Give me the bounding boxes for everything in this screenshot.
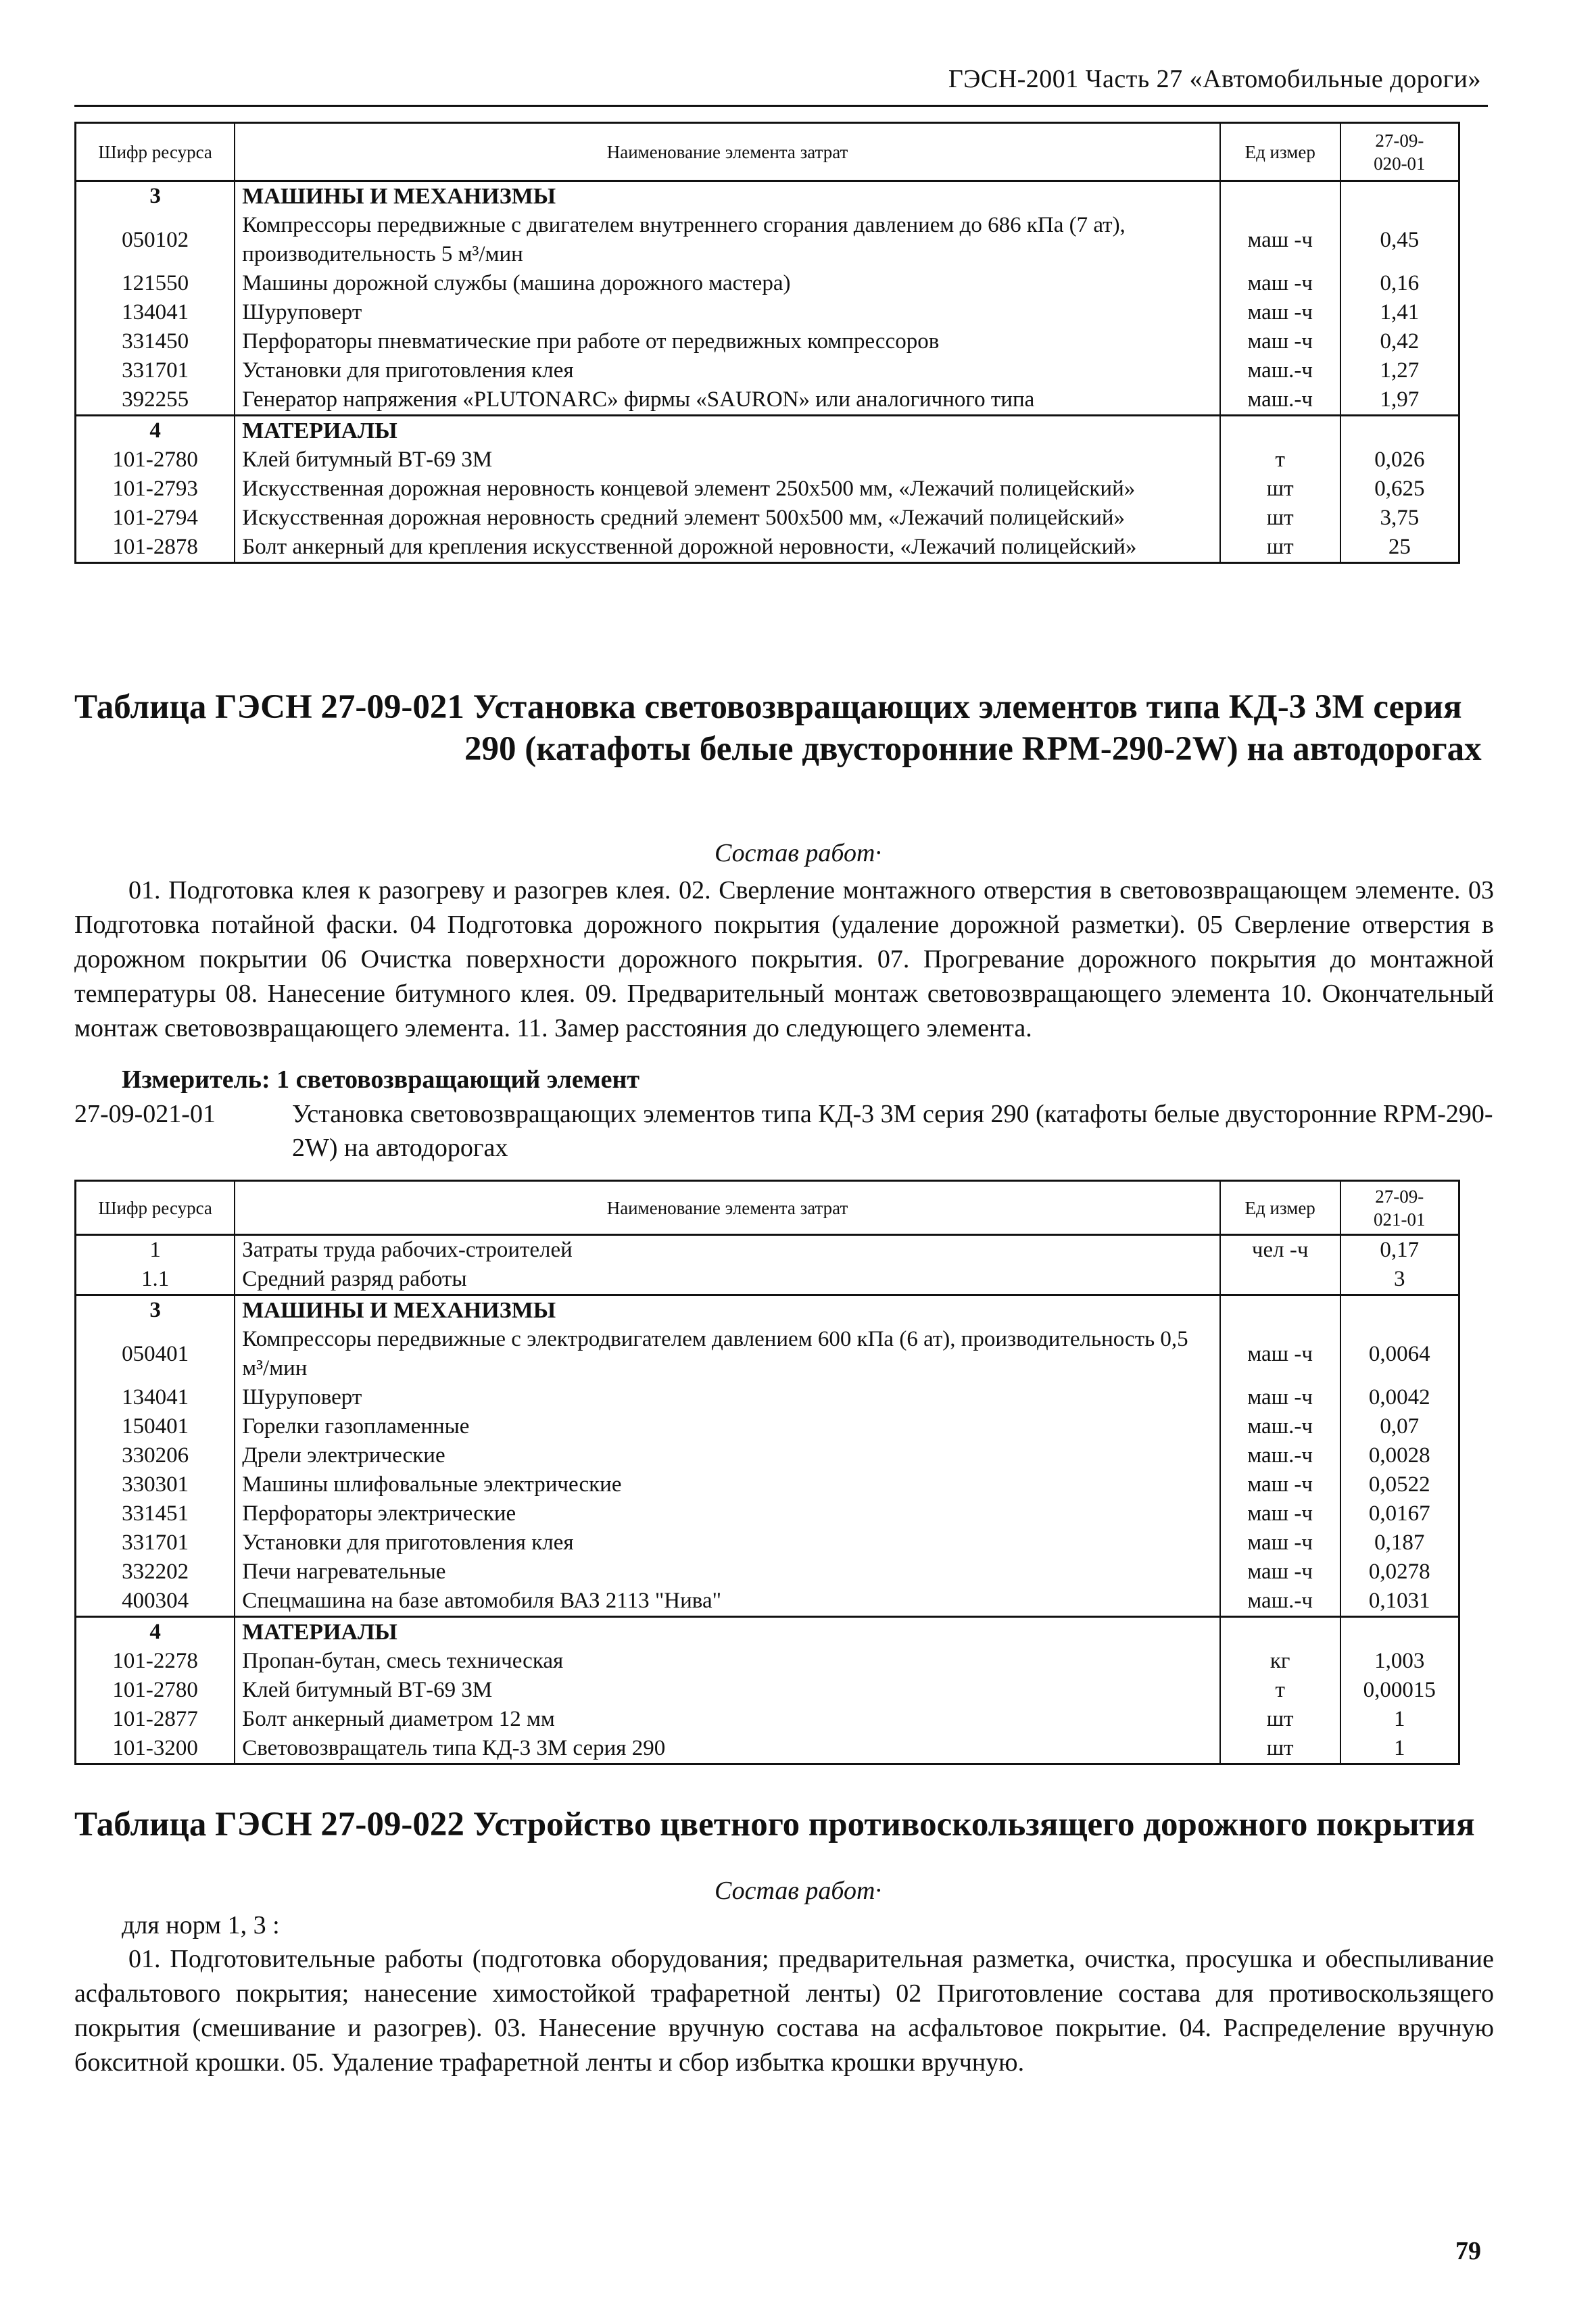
element-name: Спецмашина на базе автомобиля ВАЗ 2113 "Нива": [235, 1587, 1220, 1617]
resource-code: 101-2794: [76, 504, 235, 533]
resource-code: 050401: [76, 1325, 235, 1383]
header-resource-code: Шифр ресурса: [76, 123, 235, 181]
table-row: [76, 1647, 1459, 1676]
resource-code: 331701: [76, 356, 235, 385]
unit: маш -ч: [1220, 1499, 1340, 1528]
element-name: Горелки газопламенные: [235, 1412, 1220, 1441]
table-row: [76, 1441, 1459, 1470]
table-row: [76, 504, 1459, 533]
unit: шт: [1220, 504, 1340, 533]
unit: т: [1220, 1676, 1340, 1705]
norm-value: 0,16: [1340, 269, 1459, 298]
element-name: Компрессоры передвижные с электродвигателем давлением 600 кПа (6 ат), производительность 0,5 м³/мин: [235, 1325, 1220, 1383]
norm-value: [1340, 181, 1459, 212]
table-021-title: [74, 686, 1521, 770]
header-unit: Ед измер: [1220, 1181, 1340, 1235]
element-name: Установки для приготовления клея: [235, 356, 1220, 385]
element-name: МАШИНЫ И МЕХАНИЗМЫ: [235, 181, 1220, 212]
resource-code: 1.1: [76, 1265, 235, 1295]
element-name: Перфораторы пневматические при работе от передвижных компрессоров: [235, 327, 1220, 356]
norm-value: 0,187: [1340, 1528, 1459, 1558]
table-row: [76, 1558, 1459, 1587]
header-element-name: Наименование элемента затрат: [235, 1181, 1220, 1235]
norm-value: 0,07: [1340, 1412, 1459, 1441]
norm-value: 0,026: [1340, 445, 1459, 475]
resource-code: 392255: [76, 385, 235, 416]
norm-entry: [74, 1097, 1494, 1165]
header-unit: Ед измер: [1220, 123, 1340, 181]
unit: шт: [1220, 1734, 1340, 1764]
resource-code: 101-3200: [76, 1734, 235, 1764]
resource-code: 101-2278: [76, 1647, 235, 1676]
table-row: [76, 211, 1459, 269]
norm-value: 1,41: [1340, 298, 1459, 327]
table-row: [76, 1383, 1459, 1412]
element-name: Световозвращатель типа КД-3 3М серия 290: [235, 1734, 1220, 1764]
unit: маш.-ч: [1220, 385, 1340, 416]
element-name: Генератор напряжения «PLUTONARC» фирмы «SAURON» или аналогичного типа: [235, 385, 1220, 416]
element-name: Клей битумный ВТ-69 3М: [235, 1676, 1220, 1705]
table-row: [76, 181, 1459, 212]
table-row: [76, 445, 1459, 475]
unit: маш.-ч: [1220, 1441, 1340, 1470]
unit: маш -ч: [1220, 1470, 1340, 1499]
resource-code: 3: [76, 1295, 235, 1326]
table-row: [76, 385, 1459, 416]
norm-value: 25: [1340, 533, 1459, 563]
element-name: Шуруповерт: [235, 298, 1220, 327]
header-norm-code: 27-09- 020-01: [1340, 123, 1459, 181]
composition-label: Состав работ·: [715, 1877, 881, 1905]
table-row: [76, 356, 1459, 385]
resource-code: 331451: [76, 1499, 235, 1528]
header-element-name: Наименование элемента затрат: [235, 123, 1220, 181]
element-name: Печи нагревательные: [235, 1558, 1220, 1587]
element-name: Клей битумный ВТ-69 3М: [235, 445, 1220, 475]
resource-code: 331701: [76, 1528, 235, 1558]
unit: [1220, 416, 1340, 446]
element-name: МАТЕРИАЛЫ: [235, 1617, 1220, 1647]
element-name: МАШИНЫ И МЕХАНИЗМЫ: [235, 1295, 1220, 1326]
table-row: [76, 1295, 1459, 1326]
resource-code: 4: [76, 1617, 235, 1647]
element-name: Затраты труда рабочих-строителей: [235, 1235, 1220, 1265]
table-row: [76, 298, 1459, 327]
norm-value: 3,75: [1340, 504, 1459, 533]
norm-text: Установка световозвращающих элементов типа КД-3 3М серия 290 (катафоты белые двусторонние RPM-290-2W) на автодорогах: [292, 1100, 1493, 1162]
element-name: Шуруповерт: [235, 1383, 1220, 1412]
resource-code: 101-2793: [76, 475, 235, 504]
unit: маш -ч: [1220, 211, 1340, 269]
unit: [1220, 1265, 1340, 1295]
norm-value: [1340, 1617, 1459, 1647]
unit: шт: [1220, 1705, 1340, 1734]
norm-value: 1,27: [1340, 356, 1459, 385]
norm-value: 0,17: [1340, 1235, 1459, 1265]
unit: маш -ч: [1220, 1558, 1340, 1587]
unit: т: [1220, 445, 1340, 475]
resource-code: 134041: [76, 1383, 235, 1412]
unit: кг: [1220, 1647, 1340, 1676]
table-row: [76, 1734, 1459, 1764]
table-row: [76, 1499, 1459, 1528]
resource-code: 330206: [76, 1441, 235, 1470]
unit: маш -ч: [1220, 1528, 1340, 1558]
resource-code: 3: [76, 181, 235, 212]
unit: [1220, 1295, 1340, 1326]
resource-code: 101-2780: [76, 445, 235, 475]
norm-value: 0,0042: [1340, 1383, 1459, 1412]
element-name: Дрели электрические: [235, 1441, 1220, 1470]
resource-table-021: [74, 1180, 1460, 1765]
norm-code: 27-09-021-01: [74, 1100, 216, 1128]
element-name: Искусственная дорожная неровность средний элемент 500х500 мм, «Лежачий полицейский»: [235, 504, 1220, 533]
resource-code: 4: [76, 416, 235, 446]
unit: [1220, 181, 1340, 212]
table-row: [76, 1705, 1459, 1734]
table-row: [76, 1470, 1459, 1499]
unit: маш.-ч: [1220, 356, 1340, 385]
element-name: Установки для приготовления клея: [235, 1528, 1220, 1558]
unit: маш -ч: [1220, 1383, 1340, 1412]
norm-value: 1: [1340, 1705, 1459, 1734]
element-name: Машины шлифовальные электрические: [235, 1470, 1220, 1499]
resource-code: 400304: [76, 1587, 235, 1617]
header-resource-code: Шифр ресурса: [76, 1181, 235, 1235]
norm-value: 0,0167: [1340, 1499, 1459, 1528]
table-row: [76, 475, 1459, 504]
element-name: Перфораторы электрические: [235, 1499, 1220, 1528]
unit: шт: [1220, 475, 1340, 504]
table-row: [76, 1528, 1459, 1558]
norm-value: 0,0064: [1340, 1325, 1459, 1383]
table-022-title: Таблица ГЭСН 27-09-022 Устройство цветного противоскользящего дорожного покрытия: [74, 1806, 1475, 1843]
table-body: [76, 1235, 1459, 1764]
table-021-title-line1: Таблица ГЭСН 27-09-021 Установка световозвращающих элементов типа КД-3 3М серия: [74, 688, 1462, 726]
unit: маш.-ч: [1220, 1412, 1340, 1441]
composition-label: Состав работ·: [715, 839, 881, 867]
norm-value: 0,45: [1340, 211, 1459, 269]
element-name: Средний разряд работы: [235, 1265, 1220, 1295]
unit: маш -ч: [1220, 1325, 1340, 1383]
page-number: 79: [1455, 2237, 1481, 2265]
resource-code: 101-2878: [76, 533, 235, 563]
norm-value: [1340, 416, 1459, 446]
norm-value: 0,00015: [1340, 1676, 1459, 1705]
table-row: [76, 1412, 1459, 1441]
unit: маш -ч: [1220, 269, 1340, 298]
norm-value: 0,42: [1340, 327, 1459, 356]
element-name: МАТЕРИАЛЫ: [235, 416, 1220, 446]
resource-code: 330301: [76, 1470, 235, 1499]
resource-code: 134041: [76, 298, 235, 327]
table-row: [76, 1235, 1459, 1265]
element-name: Болт анкерный для крепления искусственной дорожной неровности, «Лежачий полицейский»: [235, 533, 1220, 563]
table-row: [76, 327, 1459, 356]
resource-code: 332202: [76, 1558, 235, 1587]
norm-value: 0,0028: [1340, 1441, 1459, 1470]
unit: маш.-ч: [1220, 1587, 1340, 1617]
norm-value: 1: [1340, 1734, 1459, 1764]
norm-value: [1340, 1295, 1459, 1326]
resource-code: 121550: [76, 269, 235, 298]
norm-value: 0,625: [1340, 475, 1459, 504]
meter-line: Измеритель: 1 световозвращающий элемент: [122, 1065, 640, 1094]
unit: шт: [1220, 533, 1340, 563]
resource-table-020: [74, 122, 1460, 564]
resource-code: 331450: [76, 327, 235, 356]
unit: [1220, 1617, 1340, 1647]
table-row: [76, 416, 1459, 446]
table-row: [76, 1265, 1459, 1295]
norm-value: 1,003: [1340, 1647, 1459, 1676]
header-norm-code: 27-09- 021-01: [1340, 1181, 1459, 1235]
norm-value: 0,0522: [1340, 1470, 1459, 1499]
norm-value: 3: [1340, 1265, 1459, 1295]
table-row: [76, 1676, 1459, 1705]
unit: чел -ч: [1220, 1235, 1340, 1265]
table-row: [76, 269, 1459, 298]
element-name: Болт анкерный диаметром 12 мм: [235, 1705, 1220, 1734]
composition-text: 01. Подготовка клея к разогреву и разогрев клея. 02. Сверление монтажного отверстия в световозвращающем элементе. 03 Подготовка потайной фаски. 04 Подготовка дорожного покрытия (удаление дорожной разметки). 05 Сверление отверстия в дорожном покрытии 06 Очистка поверхности дорожного покрытия. 07. Прогревание дорожного покрытия до монтажной температуры 08. Нанесение битумного клея. 09. Предварительный монтаж световозвращающего элемента 10. Окончательный монтаж световозвращающего элемента. 11. Замер расстояния до следующего элемента.: [74, 876, 1494, 1042]
resource-code: 101-2877: [76, 1705, 235, 1734]
element-name: Искусственная дорожная неровность концевой элемент 250х500 мм, «Лежачий полицейский»: [235, 475, 1220, 504]
norms-for: для норм 1, 3 :: [122, 1911, 280, 1939]
norm-value: 0,1031: [1340, 1587, 1459, 1617]
resource-code: 1: [76, 1235, 235, 1265]
resource-code: 101-2780: [76, 1676, 235, 1705]
unit: маш -ч: [1220, 298, 1340, 327]
element-name: Пропан-бутан, смесь техническая: [235, 1647, 1220, 1676]
table-body: [76, 181, 1459, 563]
element-name: Компрессоры передвижные с двигателем внутреннего сгорания давлением до 686 кПа (7 ат), производительность 5 м³/мин: [235, 211, 1220, 269]
resource-code: 050102: [76, 211, 235, 269]
header-rule: [74, 105, 1488, 107]
norm-value: 0,0278: [1340, 1558, 1459, 1587]
norm-value: 1,97: [1340, 385, 1459, 416]
table-row: [76, 1617, 1459, 1647]
resource-code: 150401: [76, 1412, 235, 1441]
composition-text: 01. Подготовительные работы (подготовка оборудования; предварительная разметка, очистка, просушка и обеспыливание асфальтового покрытия; нанесение химостойкой трафаретной ленты) 02 Приготовление состава для противоскользящего покрытия (смешивание и разогрев). 03. Нанесение вручную состава на асфальтовое покрытие. 04. Распределение вручную бокситной крошки. 05. Удаление трафаретной ленты и сбор избытка крошки вручную.: [74, 1945, 1494, 2077]
table-row: [76, 1587, 1459, 1617]
table-row: [76, 1325, 1459, 1383]
running-header: ГЭСН-2001 Часть 27 «Автомобильные дороги»: [948, 65, 1481, 93]
unit: маш -ч: [1220, 327, 1340, 356]
table-row: [76, 533, 1459, 563]
table-021-title-rest: 290 (катафоты белые двусторонние RPM-290-2W) на автодорогах: [464, 730, 1482, 768]
element-name: Машины дорожной службы (машина дорожного мастера): [235, 269, 1220, 298]
